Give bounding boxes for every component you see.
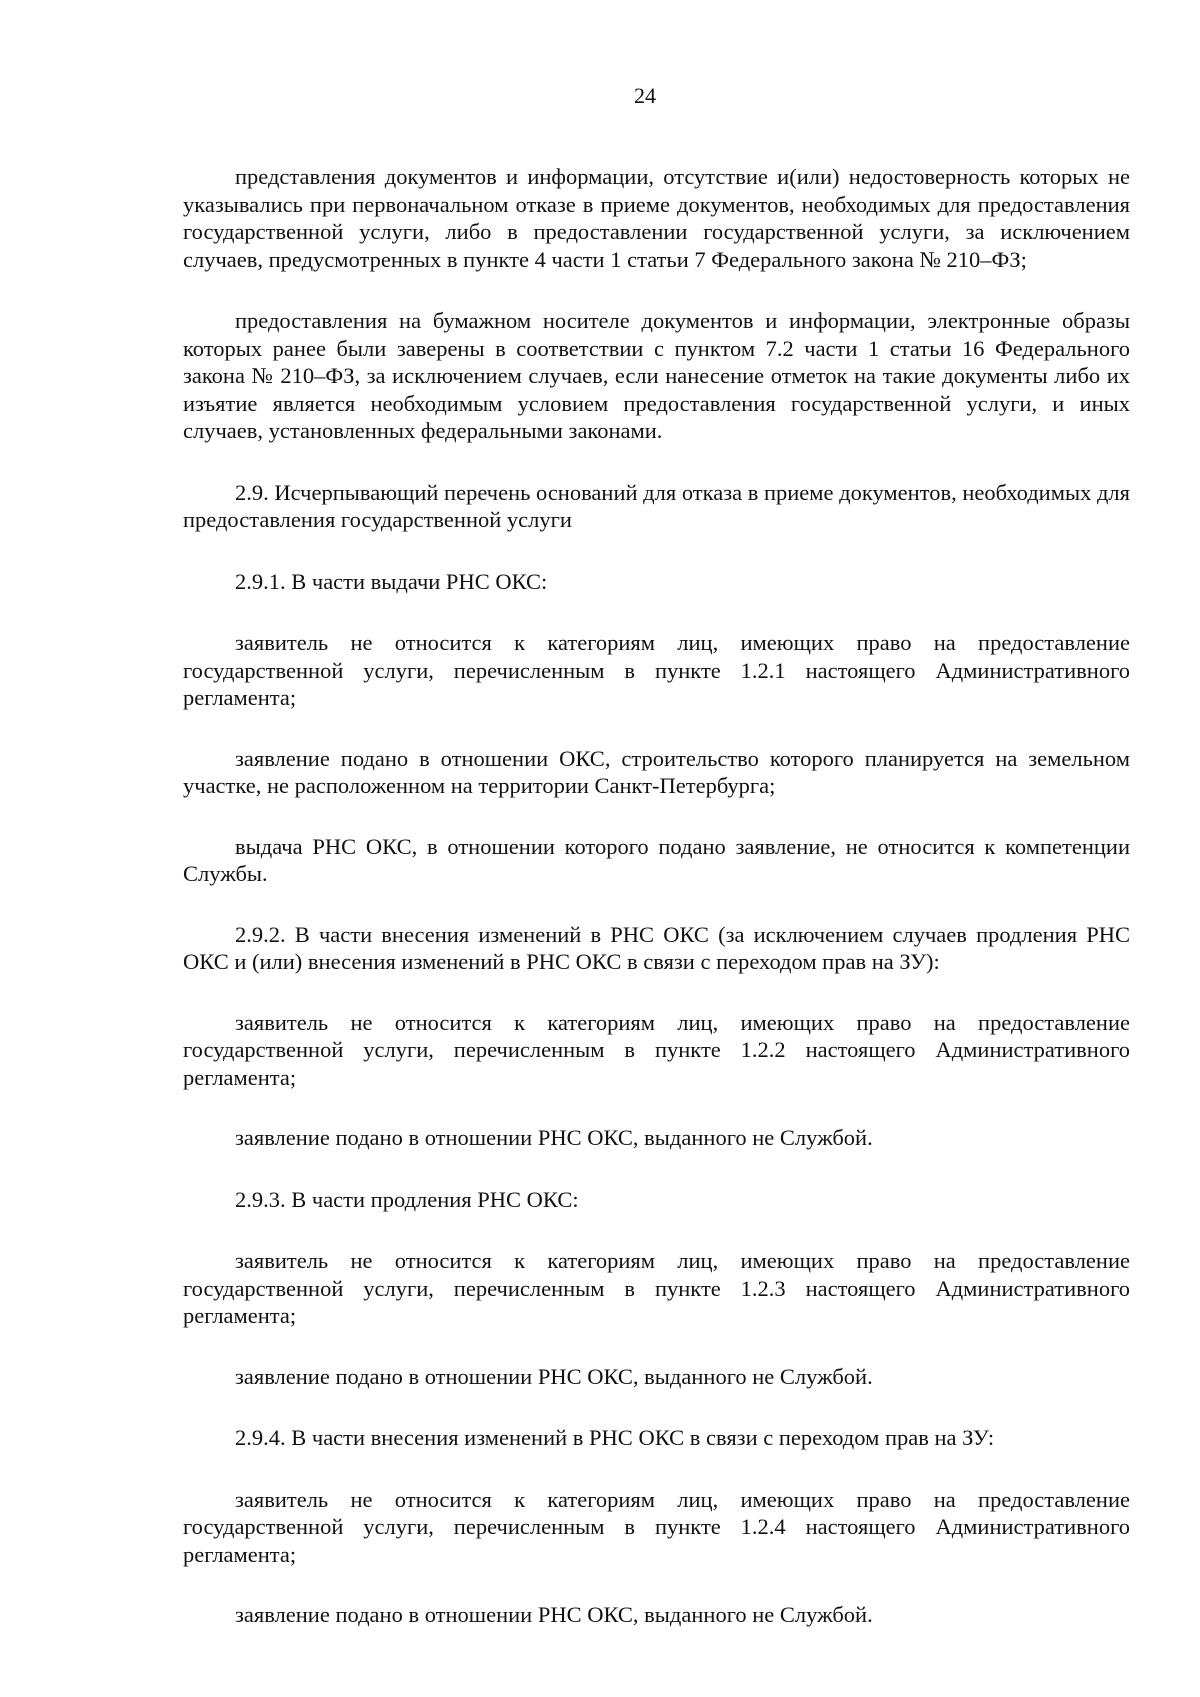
paragraph-paper-documents: предоставления на бумажном носителе документов и информации, электронные образы которых ранее были заверены в соответствии с пунктом 7.2 части 1 статьи 16 Федерального закона № 210–ФЗ, за исключением случаев, если нанесение отметок на такие документы либо их изъятие является необходимым условием предоставления государственной услуги, и иных случаев, установленных федеральными законами. — [183, 308, 1130, 443]
subsection-heading-2-9-2: 2.9.2. В части внесения изменений в РНС ОКС (за исключением случаев продления РНС ОКС и (или) внесения изменений в РНС ОКС в связи с переходом прав на ЗУ): — [183, 921, 1130, 974]
document-body — [183, 163, 1130, 1629]
list-item-issued-not-by-service-1: заявление подано в отношении РНС ОКС, выданного не Службой. — [235, 1125, 873, 1150]
subsection-heading-2-9-4: 2.9.4. В части внесения изменений в РНС ОКС в связи с переходом прав на ЗУ: — [235, 1425, 995, 1450]
list-item-land-outside-spb: заявление подано в отношении ОКС, строительство которого планируется на земельном участке, не расположенном на территории Санкт-Петербурга; — [183, 745, 1130, 798]
subsection-heading-2-9-3: 2.9.3. В части продления РНС ОКС: — [235, 1186, 579, 1212]
list-item-applicant-category-1-2-3: заявитель не относится к категориям лиц, имеющих право на предоставление государственной услуги, перечисленным в пункте 1.2.3 настоящего Административного регламента; — [183, 1248, 1130, 1328]
list-item-issued-not-by-service-2: заявление подано в отношении РНС ОКС, выданного не Службой. — [235, 1363, 873, 1389]
page-number: 24 — [634, 83, 656, 108]
subsection-heading-2-9-1: 2.9.1. В части выдачи РНС ОКС: — [235, 568, 548, 594]
list-item-applicant-category-1-2-4: заявитель не относится к категориям лиц, имеющих право на предоставление государственной услуги, перечисленным в пункте 1.2.4 настоящего Административного регламента; — [183, 1486, 1130, 1567]
section-heading-2-9: 2.9. Исчерпывающий перечень оснований для отказа в приеме документов, необходимых для предоставления государственной услуги — [183, 479, 1130, 532]
list-item-applicant-category-1-2-1: заявитель не относится к категориям лиц, имеющих право на предоставление государственной услуги, перечисленным в пункте 1.2.1 настоящего Административного регламента; — [183, 630, 1130, 710]
paragraph-docs-not-indicated: представления документов и информации, отсутствие и(или) недостоверность которых не указывались при первоначальном отказе в приеме документов, необходимых для предоставления государственной услуги, либо в предоставлении государственной услуги, за исключением случаев, предусмотренных в пункте 4 части 1 статьи 7 Федерального закона № 210–ФЗ; — [183, 164, 1130, 272]
list-item-issued-not-by-service-3: заявление подано в отношении РНС ОКС, выданного не Службой. — [235, 1602, 873, 1627]
list-item-applicant-category-1-2-2: заявитель не относится к категориям лиц, имеющих право на предоставление государственной услуги, перечисленным в пункте 1.2.2 настоящего Административного регламента; — [183, 1009, 1130, 1090]
list-item-not-service-competence: выдача РНС ОКС, в отношении которого подано заявление, не относится к компетенции Службы. — [183, 833, 1130, 886]
